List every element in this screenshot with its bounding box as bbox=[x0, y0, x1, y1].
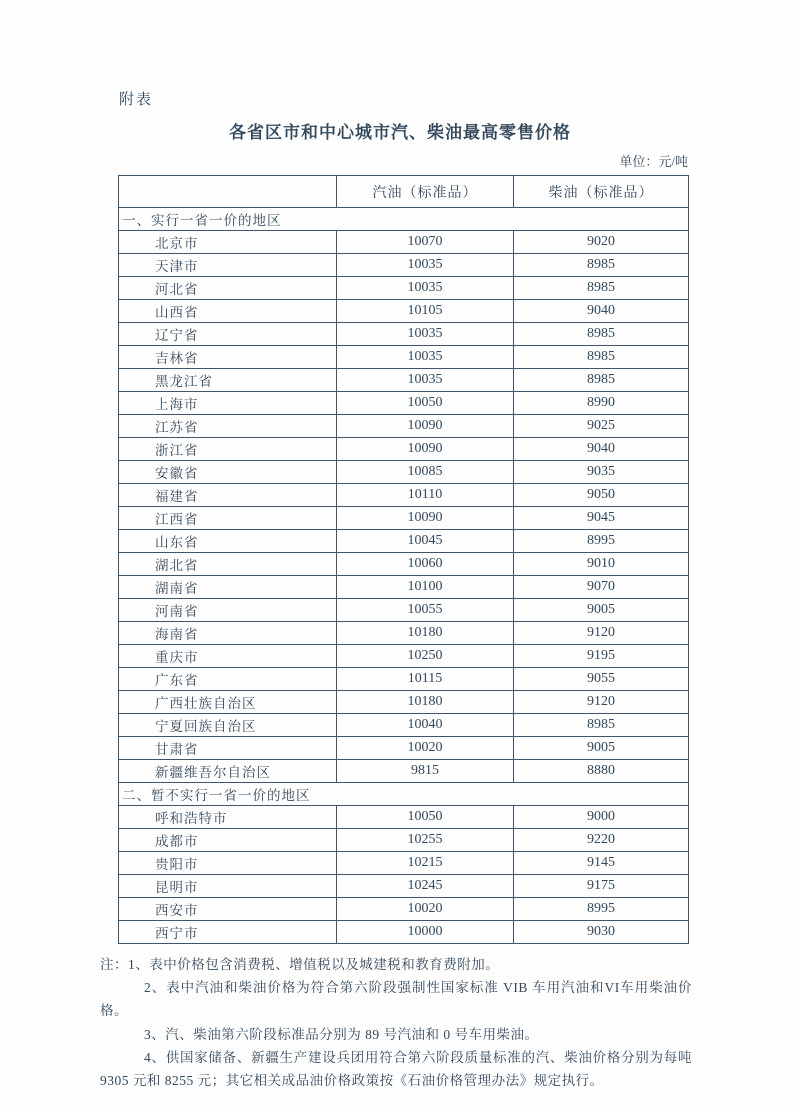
diesel-price-cell: 9050 bbox=[514, 484, 689, 507]
column-header-region bbox=[119, 176, 337, 208]
gasoline-price-cell: 9815 bbox=[337, 760, 514, 783]
region-cell: 北京市 bbox=[119, 231, 337, 254]
table-row bbox=[119, 898, 689, 921]
gasoline-price-cell: 10090 bbox=[337, 438, 514, 461]
table-row bbox=[119, 852, 689, 875]
table-row bbox=[119, 737, 689, 760]
region-cell: 西安市 bbox=[119, 898, 337, 921]
gasoline-price-cell: 10255 bbox=[337, 829, 514, 852]
region-cell: 海南省 bbox=[119, 622, 337, 645]
gasoline-price-cell: 10050 bbox=[337, 392, 514, 415]
table-row bbox=[119, 507, 689, 530]
region-cell: 西宁市 bbox=[119, 921, 337, 944]
table-row bbox=[119, 461, 689, 484]
region-cell: 重庆市 bbox=[119, 645, 337, 668]
region-cell: 呼和浩特市 bbox=[119, 806, 337, 829]
diesel-price-cell: 9145 bbox=[514, 852, 689, 875]
gasoline-price-cell: 10100 bbox=[337, 576, 514, 599]
region-cell: 山东省 bbox=[119, 530, 337, 553]
diesel-price-cell: 9010 bbox=[514, 553, 689, 576]
region-cell: 广东省 bbox=[119, 668, 337, 691]
diesel-price-cell: 9005 bbox=[514, 599, 689, 622]
note-line: 3、汽、柴油第六阶段标准品分别为 89 号汽油和 0 号车用柴油。 bbox=[144, 1026, 539, 1042]
table-row bbox=[119, 576, 689, 599]
table-header-row bbox=[119, 176, 689, 208]
region-cell: 辽宁省 bbox=[119, 323, 337, 346]
table-row bbox=[119, 300, 689, 323]
diesel-price-cell: 9175 bbox=[514, 875, 689, 898]
gasoline-price-cell: 10035 bbox=[337, 254, 514, 277]
diesel-price-cell: 8985 bbox=[514, 346, 689, 369]
diesel-price-cell: 9220 bbox=[514, 829, 689, 852]
region-cell: 宁夏回族自治区 bbox=[119, 714, 337, 737]
table-row bbox=[119, 806, 689, 829]
region-cell: 浙江省 bbox=[119, 438, 337, 461]
diesel-price-cell: 8985 bbox=[514, 277, 689, 300]
gasoline-price-cell: 10090 bbox=[337, 415, 514, 438]
region-cell: 贵阳市 bbox=[119, 852, 337, 875]
diesel-price-cell: 8990 bbox=[514, 392, 689, 415]
diesel-price-cell: 8985 bbox=[514, 254, 689, 277]
diesel-price-cell: 8995 bbox=[514, 530, 689, 553]
region-cell: 安徽省 bbox=[119, 461, 337, 484]
table-row bbox=[119, 484, 689, 507]
diesel-price-cell: 9000 bbox=[514, 806, 689, 829]
table-row bbox=[119, 921, 689, 944]
table-row bbox=[119, 254, 689, 277]
gasoline-price-cell: 10060 bbox=[337, 553, 514, 576]
region-cell: 福建省 bbox=[119, 484, 337, 507]
gasoline-price-cell: 10180 bbox=[337, 691, 514, 714]
gasoline-price-cell: 10085 bbox=[337, 461, 514, 484]
section-header-label: 一、实行一省一价的地区 bbox=[119, 208, 689, 231]
section-header-label: 二、暂不实行一省一价的地区 bbox=[119, 783, 689, 806]
gasoline-price-cell: 10035 bbox=[337, 277, 514, 300]
table-row bbox=[119, 760, 689, 783]
gasoline-price-cell: 10115 bbox=[337, 668, 514, 691]
table-row bbox=[119, 668, 689, 691]
table-row bbox=[119, 392, 689, 415]
table-row bbox=[119, 415, 689, 438]
region-cell: 湖北省 bbox=[119, 553, 337, 576]
gasoline-price-cell: 10180 bbox=[337, 622, 514, 645]
diesel-price-cell: 9005 bbox=[514, 737, 689, 760]
table-row bbox=[119, 277, 689, 300]
region-cell: 成都市 bbox=[119, 829, 337, 852]
gasoline-price-cell: 10035 bbox=[337, 369, 514, 392]
table-row bbox=[119, 346, 689, 369]
diesel-price-cell: 9040 bbox=[514, 300, 689, 323]
diesel-price-cell: 8985 bbox=[514, 714, 689, 737]
table-row bbox=[119, 714, 689, 737]
gasoline-price-cell: 10000 bbox=[337, 921, 514, 944]
gasoline-price-cell: 10250 bbox=[337, 645, 514, 668]
diesel-price-cell: 8985 bbox=[514, 323, 689, 346]
region-cell: 山西省 bbox=[119, 300, 337, 323]
appendix-label: 附表 bbox=[119, 92, 154, 108]
price-table-body bbox=[119, 208, 689, 944]
diesel-price-cell: 9030 bbox=[514, 921, 689, 944]
table-row bbox=[119, 530, 689, 553]
gasoline-price-cell: 10105 bbox=[337, 300, 514, 323]
gasoline-price-cell: 10020 bbox=[337, 898, 514, 921]
note-line: 注：1、表中价格包含消费税、增值税以及城建税和教育费附加。 bbox=[100, 957, 500, 972]
gasoline-price-cell: 10035 bbox=[337, 346, 514, 369]
region-cell: 江苏省 bbox=[119, 415, 337, 438]
region-cell: 湖南省 bbox=[119, 576, 337, 599]
region-cell: 江西省 bbox=[119, 507, 337, 530]
diesel-price-cell: 9070 bbox=[514, 576, 689, 599]
section-header-row bbox=[119, 208, 689, 231]
diesel-price-cell: 9020 bbox=[514, 231, 689, 254]
gasoline-price-cell: 10020 bbox=[337, 737, 514, 760]
table-row bbox=[119, 875, 689, 898]
region-cell: 广西壮族自治区 bbox=[119, 691, 337, 714]
gasoline-price-cell: 10035 bbox=[337, 323, 514, 346]
unit-label: 单位：元/吨 bbox=[619, 154, 688, 169]
column-header-diesel: 柴油（标准品） bbox=[514, 176, 689, 208]
table-row bbox=[119, 829, 689, 852]
diesel-price-cell: 8995 bbox=[514, 898, 689, 921]
diesel-price-cell: 9055 bbox=[514, 668, 689, 691]
note-line: 4、供国家储备、新疆生产建设兵团用符合第六阶段质量标准的汽、柴油价格分别为每吨 9305 元和 8255 元；其它相关成品油价格政策按《石油价格管理办法》规定执行。 bbox=[100, 1049, 692, 1089]
diesel-price-cell: 9195 bbox=[514, 645, 689, 668]
section-header-row bbox=[119, 783, 689, 806]
note-line: 2、表中汽油和柴油价格为符合第六阶段强制性国家标准 VIB 车用汽油和VI车用柴油价格。 bbox=[100, 980, 692, 1019]
gasoline-price-cell: 10055 bbox=[337, 599, 514, 622]
table-row bbox=[119, 323, 689, 346]
gasoline-price-cell: 10215 bbox=[337, 852, 514, 875]
table-row bbox=[119, 438, 689, 461]
table-row bbox=[119, 691, 689, 714]
notes-block bbox=[100, 953, 692, 1092]
diesel-price-cell: 8880 bbox=[514, 760, 689, 783]
gasoline-price-cell: 10070 bbox=[337, 231, 514, 254]
region-cell: 吉林省 bbox=[119, 346, 337, 369]
table-row bbox=[119, 369, 689, 392]
table-row bbox=[119, 645, 689, 668]
gasoline-price-cell: 10245 bbox=[337, 875, 514, 898]
price-table bbox=[118, 175, 689, 944]
gasoline-price-cell: 10050 bbox=[337, 806, 514, 829]
diesel-price-cell: 8985 bbox=[514, 369, 689, 392]
table-row bbox=[119, 599, 689, 622]
diesel-price-cell: 9120 bbox=[514, 622, 689, 645]
table-row bbox=[119, 622, 689, 645]
gasoline-price-cell: 10045 bbox=[337, 530, 514, 553]
diesel-price-cell: 9035 bbox=[514, 461, 689, 484]
column-header-gasoline: 汽油（标准品） bbox=[337, 176, 514, 208]
region-cell: 昆明市 bbox=[119, 875, 337, 898]
diesel-price-cell: 9120 bbox=[514, 691, 689, 714]
region-cell: 上海市 bbox=[119, 392, 337, 415]
gasoline-price-cell: 10110 bbox=[337, 484, 514, 507]
table-row bbox=[119, 553, 689, 576]
table-row bbox=[119, 231, 689, 254]
diesel-price-cell: 9040 bbox=[514, 438, 689, 461]
region-cell: 天津市 bbox=[119, 254, 337, 277]
diesel-price-cell: 9025 bbox=[514, 415, 689, 438]
region-cell: 河北省 bbox=[119, 277, 337, 300]
gasoline-price-cell: 10090 bbox=[337, 507, 514, 530]
region-cell: 甘肃省 bbox=[119, 737, 337, 760]
gasoline-price-cell: 10040 bbox=[337, 714, 514, 737]
diesel-price-cell: 9045 bbox=[514, 507, 689, 530]
page-title: 各省区市和中心城市汽、柴油最高零售价格 bbox=[229, 123, 571, 142]
region-cell: 黑龙江省 bbox=[119, 369, 337, 392]
region-cell: 新疆维吾尔自治区 bbox=[119, 760, 337, 783]
region-cell: 河南省 bbox=[119, 599, 337, 622]
